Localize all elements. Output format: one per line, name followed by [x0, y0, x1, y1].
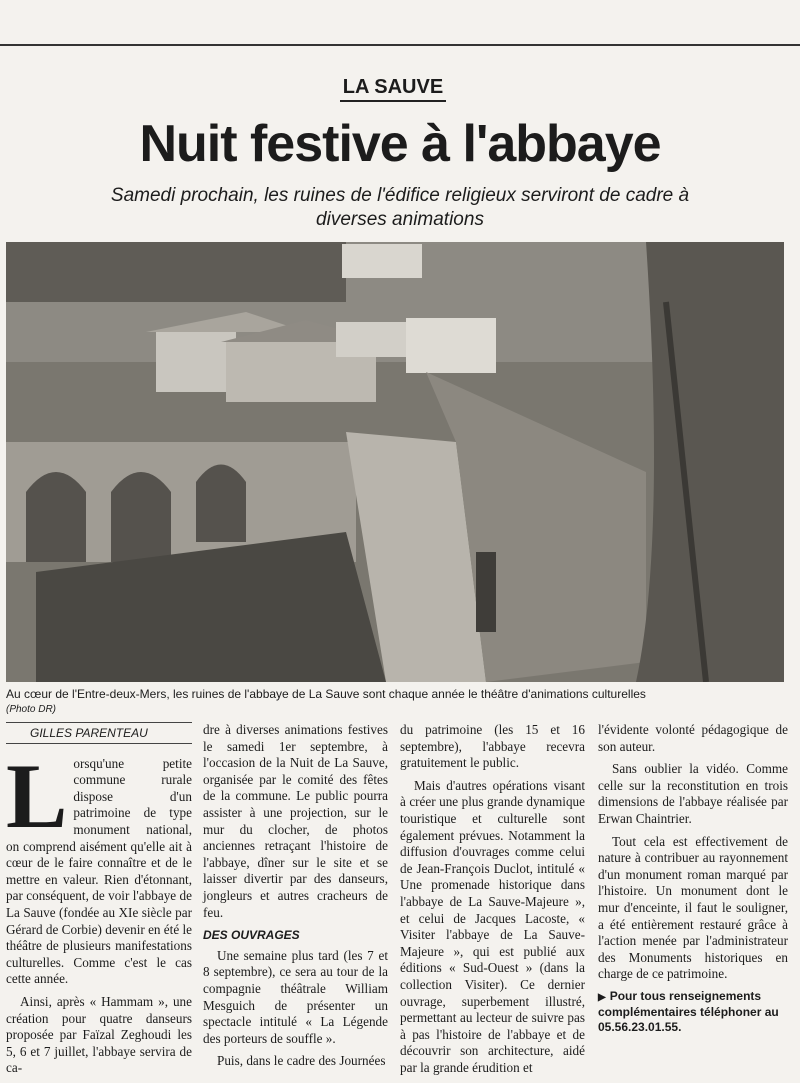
triangle-right-icon: ▶	[598, 991, 606, 1003]
article-column-2	[203, 722, 388, 1076]
photo-caption	[6, 687, 796, 717]
paragraph: Tout cela est effectivement de nature à contribuer au rayonnement d'un monument roman marqué par l'histoire. Un monument dont le mur d'enceinte, il faut le souligner, a été entièrement restauré grâce à l'action menée par l'administrateur des Monuments historiques en charge de ce patrimoine.	[598, 833, 788, 982]
info-text: Pour tous renseignements complémentaires téléphoner au 05.56.23.01.55.	[598, 988, 779, 1034]
drop-cap: L	[6, 744, 68, 847]
paragraph: Sans oublier la vidéo. Comme celle sur la reconstitution en trois dimensions de l'abbaye réalisée par Erwan Chaintrier.	[598, 761, 788, 826]
kicker-location: LA SAUVE	[340, 76, 446, 102]
paragraph	[6, 744, 192, 988]
abbey-ruins-photo	[6, 242, 784, 682]
top-rule	[0, 44, 800, 46]
info-box	[598, 989, 788, 1035]
caption-text: Au cœur de l'Entre-deux-Mers, les ruines de l'abbaye de La Sauve sont chaque année le théâtre d'animations culturelles	[6, 687, 646, 701]
article-column-1	[6, 722, 192, 1083]
paragraph-text: orsqu'une petite commune rurale dispose d'un patrimoine de type monument national, on comprend aisément qu'elle ait à cœur de le faire connaître et de le mettre en valeur. Rien d'étonnant, par conséquent, de voir l'abbaye de La Sauve (fondée au XIe siècle par Gérard de Corbie) devenir en été le théâtre de plusieurs manifestations culturelles. Comme c'est le cas cette année.	[6, 755, 192, 987]
paragraph: Une semaine plus tard (les 7 et 8 septembre), ce sera au tour de la compagnie théâtrale William Mesguich de présenter un spectacle intitulé « La Légende des porteurs de souffle ».	[203, 947, 388, 1046]
abbey-ruins-illustration	[6, 242, 784, 682]
paragraph: dre à diverses animations festives le samedi 1er septembre, à l'occasion de la Nuit de La Sauve, organisée par le comité des fêtes de la commune. Le public pourra assister à une projection, sur le mur du clocher, de photos anciennes retraçant l'histoire de l'abbaye, dîner sur le site et se laisser divertir par des danseurs, jongleurs et autres cracheurs de feu.	[203, 722, 388, 920]
article-column-4	[598, 722, 788, 1035]
paragraph: du patrimoine (les 15 et 16 septembre), l'abbaye recevra gratuitement le public.	[400, 722, 585, 771]
paragraph: Puis, dans le cadre des Journées	[217, 1053, 386, 1069]
headline: Nuit festive à l'abbaye	[139, 115, 661, 173]
section-heading: DES OUVRAGES	[203, 928, 300, 943]
paragraph: l'évidente volonté pédagogique de son auteur.	[598, 722, 788, 754]
paragraph: Ainsi, après « Hammam », une création pour quatre danseurs proposée par Faïzal Zeghoudi les 5, 6 et 7 juillet, l'abbaye servira de ca-	[6, 993, 192, 1076]
subheadline: Samedi prochain, les ruines de l'édifice religieux serviront de cadre à diverses animations	[110, 185, 690, 230]
article-column-3	[400, 722, 585, 1082]
photo-credit: (Photo DR)	[6, 704, 57, 715]
paragraph: Mais d'autres opérations visant à créer une plus grande dynamique touristique et culturelle sont également prévues. Notamment la diffusion d'ouvrages comme celui de Jean-François Duclot, intitulé « Une promenade historique dans l'abbaye de La Sauve-Majeure », et celui de Jacques Lacoste, « Visiter l'abbaye de La Sauve-Majeure », qui est publié aux éditions « Sud-Ouest » (dans la collection Visiter). Ce dernier ouvrage, superbement illustré, permettant au lecteur de suivre pas à pas l'histoire de l'abbaye et de découvrir son architecture, aidé par la grande érudition et	[400, 777, 585, 1075]
byline: GILLES PARENTEAU	[6, 722, 192, 744]
